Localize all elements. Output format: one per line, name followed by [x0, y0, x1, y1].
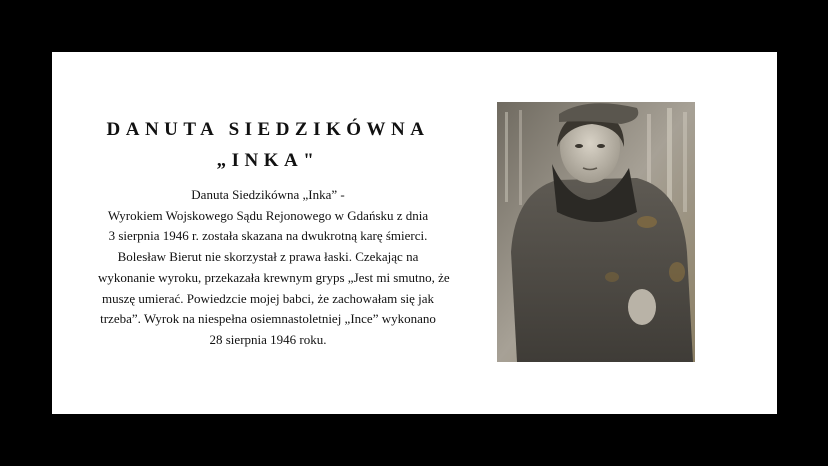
body-line: 3 sierpnia 1946 r. została skazana na dwukrotną karę śmierci.: [108, 228, 428, 244]
body-line: muszę umierać. Powiedzcie mojej babci, że zachowałam się jak: [101, 290, 435, 306]
portrait-photo: [497, 102, 695, 362]
slide-title: [82, 114, 454, 176]
body-line: Danuta Siedzikówna „Inka” -: [191, 187, 345, 202]
slide: [52, 52, 777, 414]
body-line: trzeba”. Wyrok na niespełna osiemnastoletniej „Ince” wykonano: [100, 311, 436, 327]
body-line: Bolesław Bierut nie skorzystał z prawa łaski. Czekając na: [117, 249, 419, 265]
body-line: 28 sierpnia 1946 roku.: [209, 331, 327, 347]
title-line-nickname: „INKA": [216, 150, 320, 171]
title-line-name: DANUTA SIEDZIKÓWNA: [106, 119, 430, 140]
body-line: wykonanie wyroku, przekazała krewnym gryps „Jest mi smutno, że: [98, 269, 450, 285]
portrait-photo-drawing: [497, 102, 695, 362]
body-line: Wyrokiem Wojskowego Sądu Rejonowego w Gdańsku z dnia: [107, 207, 429, 223]
slide-body-text: [98, 185, 450, 351]
